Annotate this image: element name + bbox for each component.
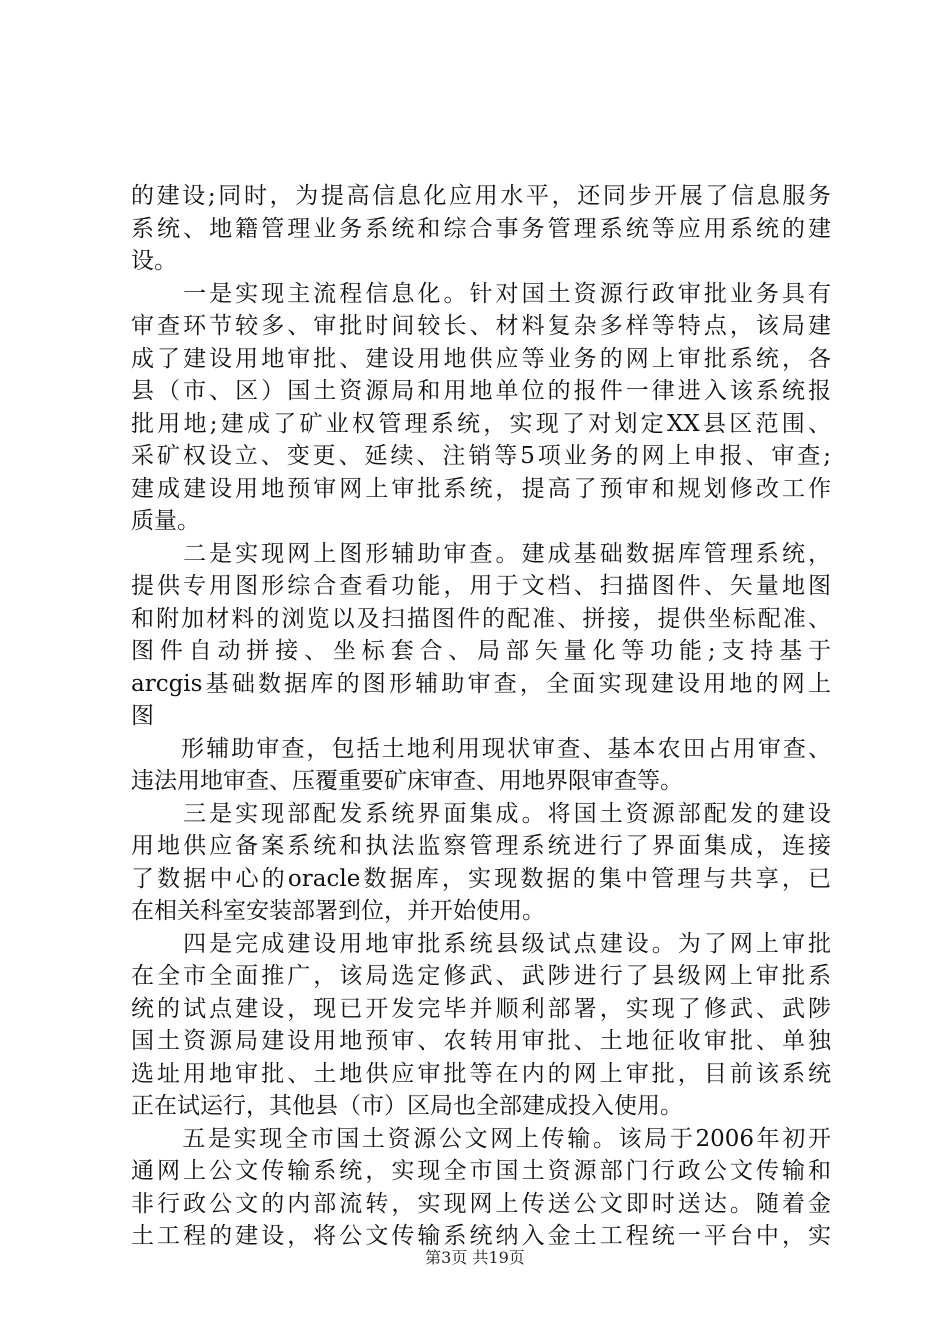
text-line: 二是实现网上图形辅助审查。建成基础数据库管理系统， — [131, 540, 831, 567]
text-line: 形辅助审查，包括土地利用现状审查、基本农田占用审查、 — [131, 735, 831, 762]
text-line: 在相关科室安装部署到位，并开始使用。 — [131, 898, 545, 924]
text-line: 一是实现主流程信息化。针对国土资源行政审批业务具有 — [131, 280, 831, 307]
text-line: 审查环节较多、审批时间较长、材料复杂多样等特点，该局建 — [131, 313, 831, 339]
text-line: 三是实现部配发系统界面集成。将国土资源部配发的建设 — [131, 800, 831, 827]
text-line: 设。 — [131, 248, 177, 274]
text-line: 土工程的建设，将公文传输系统纳入金土工程统一平台中，实 — [131, 1223, 831, 1249]
text-line: 五是实现全市国土资源公文网上传输。该局于2006年初开 — [131, 1125, 831, 1152]
text-line: 采矿权设立、变更、延续、注销等5项业务的网上申报、审查; — [131, 443, 831, 469]
text-line: 批用地;建成了矿业权管理系统，实现了对划定XX县区范围、 — [131, 410, 831, 437]
text-line: 提供专用图形综合查看功能，用于文档、扫描图件、矢量地图 — [131, 573, 831, 599]
text-line: 图 — [131, 703, 154, 729]
text-line: 了数据中心的oracle数据库，实现数据的集中管理与共享，已 — [131, 865, 831, 892]
text-line: 建成建设用地预审网上审批系统，提高了预审和规划修改工作 — [131, 475, 831, 502]
text-line: 在全市全面推广，该局选定修武、武陟进行了县级网上审批系 — [131, 963, 831, 989]
text-line: 统的试点建设，现已开发完毕并顺利部署，实现了修武、武陟 — [131, 995, 831, 1022]
text-line: 用地供应备案系统和执法监察管理系统进行了界面集成，连接 — [131, 833, 831, 859]
text-line: 国土资源局建设用地预审、农转用审批、土地征收审批、单独 — [131, 1028, 831, 1054]
text-line: 的建设;同时，为提高信息化应用水平，还同步开展了信息服务 — [131, 183, 831, 209]
text-line: 图件自动拼接、坐标套合、局部矢量化等功能;支持基于 — [131, 638, 831, 664]
text-line: arcgis基础数据库的图形辅助审查，全面实现建设用地的网上 — [131, 670, 831, 697]
page-number-footer: 第3页 共19页 — [425, 1248, 525, 1267]
text-line: 非行政公文的内部流转，实现网上传送公文即时送达。随着金 — [131, 1190, 831, 1217]
text-line: 和附加材料的浏览以及扫描图件的配准、拼接，提供坐标配准、 — [131, 605, 831, 632]
text-line: 质量。 — [131, 508, 200, 534]
text-line: 违法用地审查、压覆重要矿床审查、用地界限审查等。 — [131, 768, 683, 794]
text-line: 正在试运行，其他县（市）区局也全部建成投入使用。 — [131, 1093, 683, 1119]
text-line: 成了建设用地审批、建设用地供应等业务的网上审批系统，各 — [131, 345, 831, 372]
text-line: 县（市、区）国土资源局和用地单位的报件一律进入该系统报 — [131, 378, 831, 404]
text-line: 通网上公文传输系统，实现全市国土资源部门行政公文传输和 — [131, 1158, 831, 1184]
document-body — [131, 180, 831, 1253]
text-line: 系统、地籍管理业务系统和综合事务管理系统等应用系统的建 — [131, 215, 831, 242]
text-line: 四是完成建设用地审批系统县级试点建设。为了网上审批 — [131, 930, 831, 957]
text-line: 选址用地审批、土地供应审批等在内的网上审批，目前该系统 — [131, 1060, 831, 1087]
